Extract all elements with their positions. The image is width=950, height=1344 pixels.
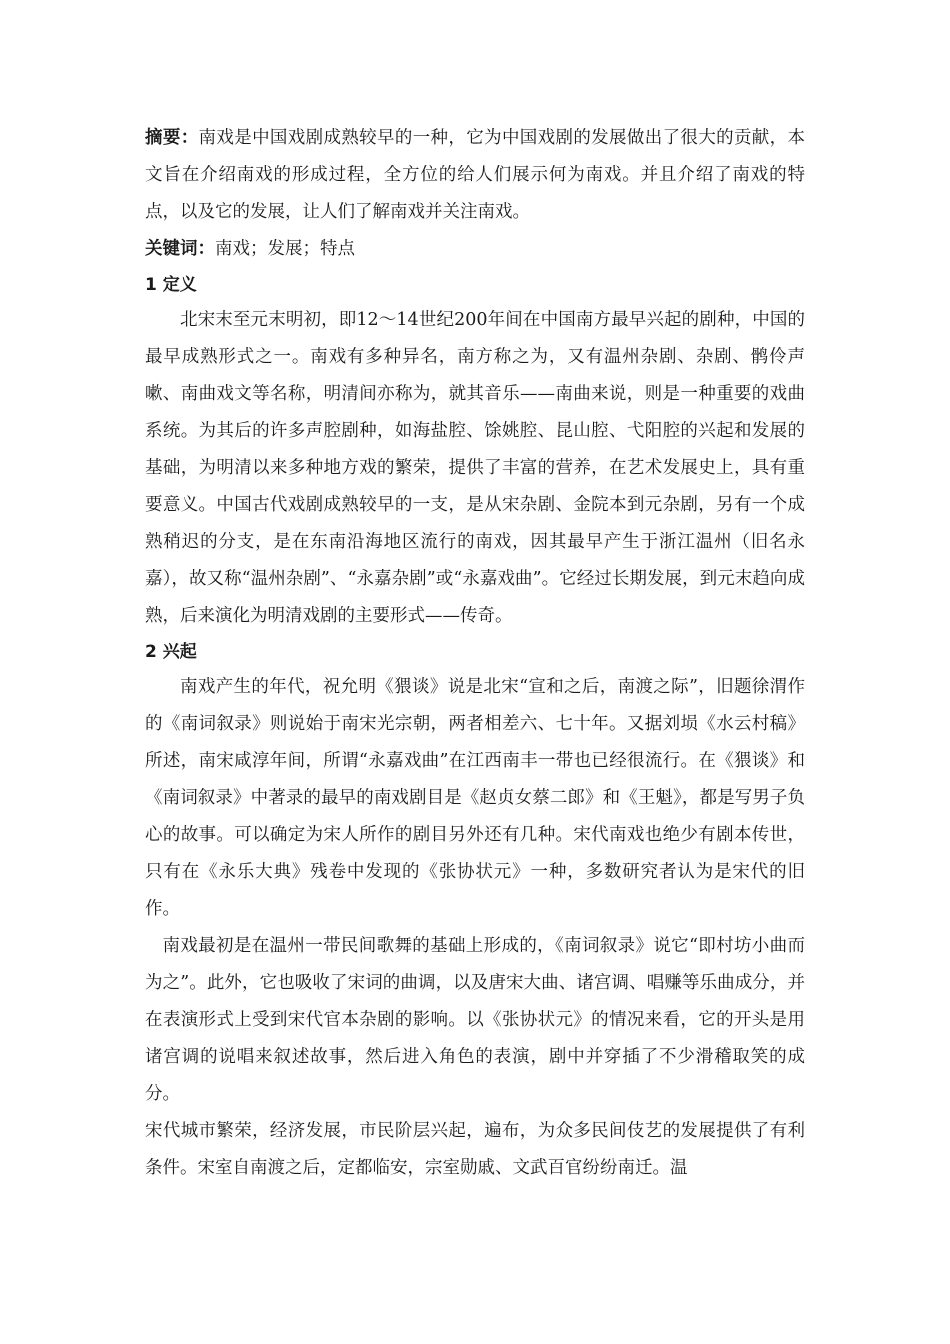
rise-paragraph-3: 宋代城市繁荣，经济发展，市民阶层兴起，遍布，为众多民间伎艺的发展提供了有利条件。宋室自南渡之后，定都临安，宗室勋戚、文武百官纷纷南迁。温 [145,1121,805,1178]
keywords-paragraph [145,231,805,268]
document-page [145,120,805,1187]
section-heading-rise: 2 兴起 [145,642,197,662]
rise-paragraph-1: 南戏产生的年代，祝允明《猥谈》说是北宋“宣和之后，南渡之际”，旧题徐渭作的《南词叙录》则说始于南宋光宗朝，两者相差六、七十年。又据刘埙《水云村稿》所述，南宋咸淳年间，所谓“永嘉戏曲”在江西南丰一带也已经很流行。在《猥谈》和《南词叙录》中著录的最早的南戏剧目是《赵贞女蔡二郎》和《王魁》，都是写男子负心的故事。可以确定为宋人所作的剧目另外还有几种。宋代南戏也绝少有剧本传世，只有在《永乐大典》残卷中发现的《张协状元》一种，多数研究者认为是宋代的旧作。 [145,677,805,919]
abstract-text: 南戏是中国戏剧成熟较早的一种，它为中国戏剧的发展做出了很大的贡献，本文旨在介绍南戏的形成过程，全方位的给人们展示何为南戏。并且介绍了南戏的特点，以及它的发展，让人们了解南戏并关注南戏。 [145,128,806,222]
section-heading-definition: 1 定义 [145,275,197,295]
rise-paragraph-2: 南戏最初是在温州一带民间歌舞的基础上形成的，《南词叙录》说它“即村坊小曲而为之”。此外，它也吸收了宋词的曲调，以及唐宋大曲、诸宫调、唱赚等乐曲成分，并在表演形式上受到宋代官本杂剧的影响。以《张协状元》的情况来看，它的开头是用诸宫调的说唱来叙述故事，然后进入角色的表演，剧中并穿插了不少滑稽取笑的成分。 [145,936,805,1104]
abstract-paragraph [145,120,805,231]
keywords-label: 关键词： [145,239,215,259]
abstract-label: 摘要： [145,128,199,148]
definition-paragraph: 北宋末至元末明初，即12～14世纪200年间在中国南方最早兴起的剧种，中国的最早成熟形式之一。南戏有多种异名，南方称之为，又有温州杂剧、杂剧、鹘伶声嗽、南曲戏文等名称，明清间亦称为，就其音乐——南曲来说，则是一种重要的戏曲系统。为其后的许多声腔剧种，如海盐腔、馀姚腔、昆山腔、弋阳腔的兴起和发展的基础，为明清以来多种地方戏的繁荣，提供了丰富的营养，在艺术发展史上，具有重要意义。中国古代戏剧成熟较早的一支，是从宋杂剧、金院本到元杂剧，另有一个成熟稍迟的分支，是在东南沿海地区流行的南戏，因其最早产生于浙江温州（旧名永嘉），故又称“温州杂剧”、“永嘉杂剧”或“永嘉戏曲”。它经过长期发展，到元末趋向成熟，后来演化为明清戏剧的主要形式——传奇。 [145,310,805,626]
keywords-text: 南戏；发展；特点 [215,239,355,259]
